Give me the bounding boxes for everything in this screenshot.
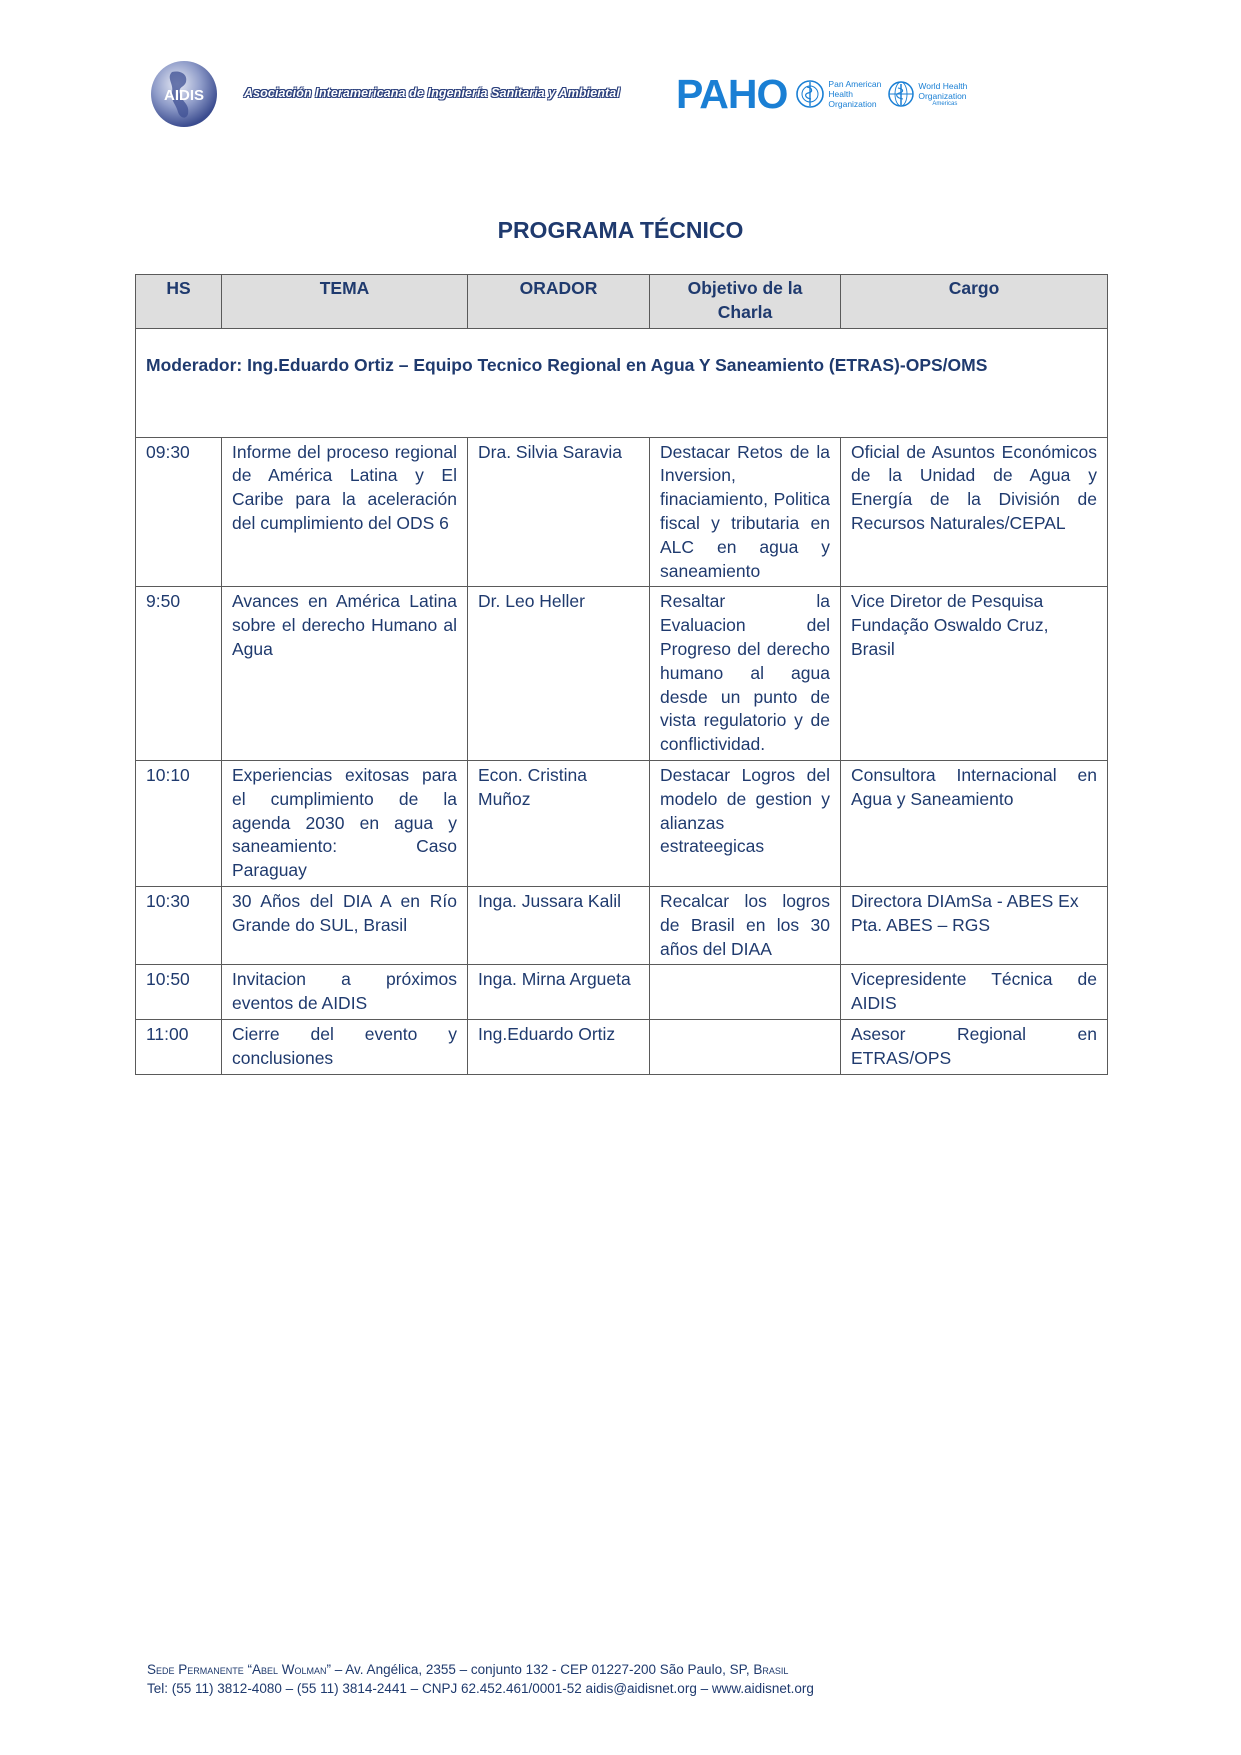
cell-cargo: Oficial de Asuntos Económicos de la Unidad de Agua y Energía de la División de Recursos Naturales/CEPAL [841,437,1108,587]
footer-address: – Av. Angélica, 2355 – conjunto 132 - CEP 01227-200 São Paulo, SP, [331,1662,754,1677]
page-title: PROGRAMA TÉCNICO [497,217,744,243]
cell-objetivo: Destacar Retos de la Inversion, finaciamiento, Politica fiscal y tributaria en ALC en agua y saneamiento [650,437,841,587]
cell-orador: Dra. Silvia Saravia [468,437,650,587]
cell-hs: 10:10 [136,760,222,886]
moderator-text: Moderador: Ing.Eduardo Ortiz – Equipo Tecnico Regional en Agua Y Saneamiento (ETRAS)-OPS/OMS [136,328,1108,437]
cell-hs: 9:50 [136,587,222,761]
cell-orador: Inga. Jussara Kalil [468,886,650,964]
table-header-row [136,275,1108,329]
cell-tema: Invitacion a próximos eventos de AIDIS [222,965,468,1020]
aidis-tagline: Asociación Interamericana de Ingeniería Sanitaria y Ambiental [244,86,620,100]
cell-tema: Avances en América Latina sobre el derecho Humano al Agua [222,587,468,761]
table-row [136,587,1108,761]
paho-emblem-icon [795,79,825,109]
cell-hs: 10:30 [136,886,222,964]
cell-cargo: Directora DIAmSa - ABES Ex Pta. ABES – RGS [841,886,1108,964]
cell-tema: Experiencias exitosas para el cumplimiento de la agenda 2030 en agua y saneamiento: Caso Paraguay [222,760,468,886]
table-row [136,760,1108,886]
column-header-hs: HS [136,275,222,329]
cell-objetivo [650,965,841,1020]
table-row [136,965,1108,1020]
cell-tema: Cierre del evento y conclusiones [222,1019,468,1074]
cell-tema: 30 Años del DIA A en Río Grande do SUL, Brasil [222,886,468,964]
footer-headquarters-label: Sede Permanente “Abel Wolman” [147,1662,332,1677]
program-table [135,274,1108,1075]
table-row [136,886,1108,964]
cell-objetivo: Recalcar los logros de Brasil en los 30 años del DIAA [650,886,841,964]
aidis-logo-text: AIDIS [163,87,205,104]
cell-tema: Informe del proceso regional de América Latina y El Caribe para la aceleración del cumplimiento del ODS 6 [222,437,468,587]
who-org-line: Organization [918,90,967,101]
paho-wordmark: PAHO [676,70,788,117]
cell-cargo: Asesor Regional en ETRAS/OPS [841,1019,1108,1074]
cell-objetivo [650,1019,841,1074]
moderator-row [136,328,1108,437]
cell-hs: 11:00 [136,1019,222,1074]
cell-objetivo: Destacar Logros del modelo de gestion y alianzas estrateegicas [650,760,841,886]
cell-cargo: Vicepresidente Técnica de AIDIS [841,965,1108,1020]
who-region: Americas [932,100,958,107]
column-header-objetivo: Objetivo de la Charla [650,275,841,329]
footer-country: Brasil [753,1662,789,1677]
paho-org-name [828,79,881,109]
footer-address-line [147,1660,814,1679]
cell-hs: 09:30 [136,437,222,587]
cell-cargo: Vice Diretor de Pesquisa Fundação Oswaldo Cruz, Brasil [841,587,1108,761]
cell-orador: Econ. Cristina Muñoz [468,760,650,886]
cell-cargo: Consultora Internacional en Agua y Saneamiento [841,760,1108,886]
paho-org-line: Organization [828,99,877,109]
table-row [136,437,1108,587]
cell-orador: Ing.Eduardo Ortiz [468,1019,650,1074]
column-header-cargo: Cargo [841,275,1108,329]
page-footer [147,1660,814,1698]
column-header-orador: ORADOR [468,275,650,329]
cell-orador: Inga. Mirna Argueta [468,965,650,1020]
column-header-tema: TEMA [222,275,468,329]
aidis-logo [150,60,218,128]
who-org-line: World Health [918,80,968,91]
cell-hs: 10:50 [136,965,222,1020]
cell-orador: Dr. Leo Heller [468,587,650,761]
paho-org-line: Pan American [828,79,882,89]
paho-org-line: Health [828,89,853,99]
table-row [136,1019,1108,1074]
who-emblem-icon [887,80,915,108]
who-org-name [918,81,967,108]
cell-objetivo: Resaltar la Evaluacion del Progreso del derecho humano al agua desde un punto de vista regulatorio y de conflictividad. [650,587,841,761]
footer-contact-line: Tel: (55 11) 3812-4080 – (55 11) 3814-2441 – CNPJ 62.452.461/0001-52 aidis@aidisnet.org – www.aidisnet.org [147,1681,814,1696]
paho-logo [676,70,968,117]
